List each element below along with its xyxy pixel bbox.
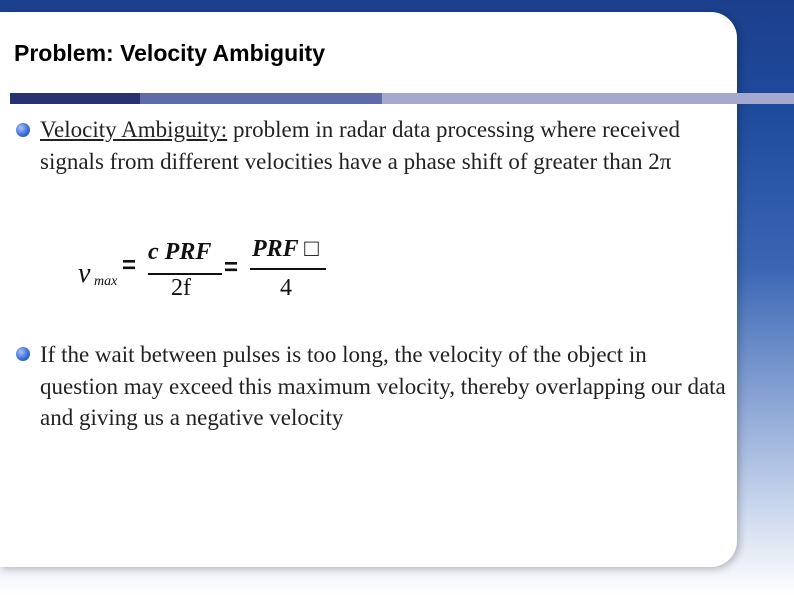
max-velocity-formula: [76, 234, 336, 304]
title-rule-segment: [140, 93, 382, 104]
title-rule-segment: [10, 93, 140, 104]
slide-title: Problem: Velocity Ambiguity: [14, 40, 325, 66]
fraction-bar: [250, 268, 326, 270]
bullet-icon: [16, 347, 30, 361]
formula-equals: =: [224, 254, 239, 281]
term-label: Velocity Ambiguity:: [40, 117, 228, 142]
title-rule-segment: [382, 93, 794, 104]
bullet-text-1: [40, 114, 730, 177]
formula-fraction1-denominator: 2f: [171, 275, 191, 301]
formula-lhs-variable: v: [78, 258, 91, 289]
formula-lhs-subscript: max: [94, 274, 118, 289]
formula-equals: =: [122, 252, 137, 279]
bullet-text-2: If the wait between pulses is too long, the velocity of the object in question may exceed this maximum velocity, thereby overlapping our data and giving us a negative velocity: [40, 342, 726, 430]
formula-fraction2-numerator: PRF □: [252, 236, 319, 262]
bullet-icon: [16, 123, 30, 137]
formula-fraction2-denominator: 4: [280, 275, 292, 301]
formula-fraction1-numerator: c PRF: [148, 239, 212, 265]
term-definition: problem in radar data processing where received signals from different velocities have a phase shift of greater than 2π: [40, 117, 680, 174]
